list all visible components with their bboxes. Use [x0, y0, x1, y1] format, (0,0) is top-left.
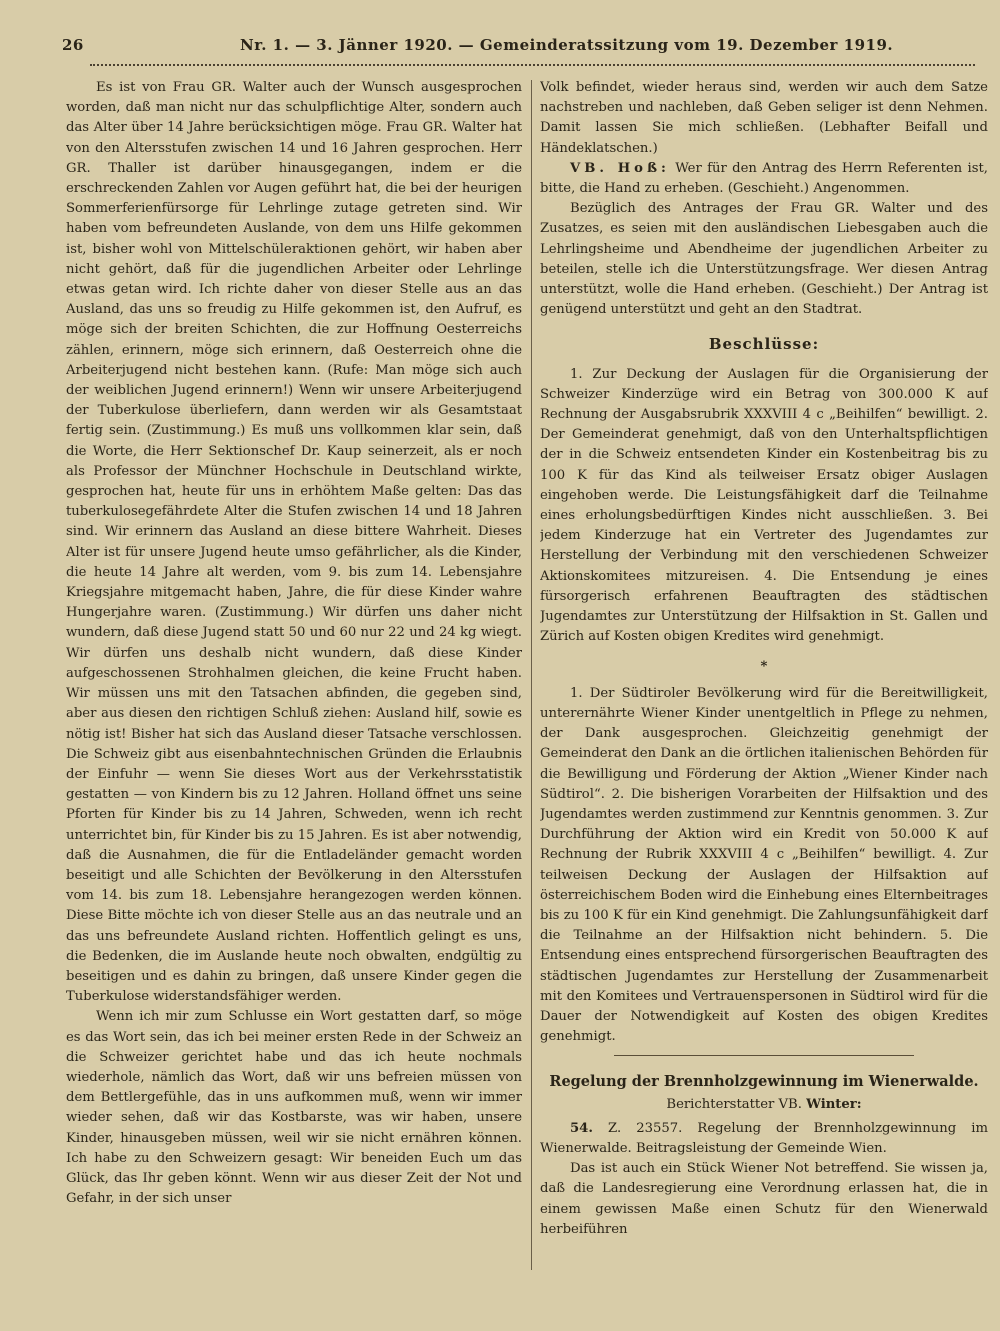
left-column [66, 78, 522, 1318]
section-heading: Regelung der Brennholzgewinnung im Wienerwalde. [549, 1073, 979, 1091]
section-rule [614, 1055, 914, 1056]
final-paragraph: Das ist auch ein Stück Wiener Not betreffend. Sie wissen ja, daß die Landesregierung eine Verordnung erlassen hat, die in einem gewissen Maße einen Schutz für den Wienerwald herbeiführen [540, 1161, 988, 1237]
item-number: 54. [570, 1120, 593, 1136]
right-column [540, 78, 988, 1318]
vb-speaker: VB. Hoß: [570, 160, 670, 176]
page-number: 26 [62, 36, 84, 54]
item-text: Z. 23557. Regelung der Brennholzgewinnung im Wienerwalde. Beitragsleistung der Gemeinde Wien. [540, 1120, 988, 1156]
left-paragraph-2: Wenn ich mir zum Schlusse ein Wort gestatten darf, so möge es das Wort sein, das ich bei meiner ersten Rede in der Schweiz an die Schweizer gerichtet habe und das ich heute nochmals wiederhole, nämlich das Wort, daß wir uns befreien müssen von dem Bettlergefühle, das in uns aufkommen muß, wenn wir immer wieder sehen, daß wir das Kostbarste, was wir haben, unsere Kinder, hinausgeben müssen, weil wir sie nicht ernähren können. Ich habe zu den Schweizern gesagt: Wir beneiden Euch um das Glück, das Ihr geben könnt. Wenn wir aus dieser Zeit der Not und Gefahr, in der sich unser [66, 1009, 522, 1207]
vb-statement: Wer für den Antrag des Herrn Referenten ist, bitte, die Hand zu erheben. (Geschieht.) Angenommen. [540, 160, 988, 197]
decisions-heading: Beschlüsse: [708, 335, 820, 354]
separator-asterisk: * [760, 659, 768, 675]
column-divider [531, 80, 532, 1270]
vb-statement-paragraph [540, 159, 988, 199]
header-rule [90, 64, 975, 66]
reporter-line [540, 1095, 988, 1115]
item-paragraph [540, 1119, 988, 1159]
decisions-paragraph: 1. Zur Deckung der Auslagen für die Organisierung der Schweizer Kinderzüge wird ein Betrag von 300.000 K auf Rechnung der Ausgabsrubrik XXXVIII 4 c „Beihilfen“ bewilligt. 2. Der Gemeinderat genehmigt, daß von den Unterhaltspflichtigen der in die Schweiz entsendeten Kinder ein Kostenbeitrag bis zu 100 K für das Kind als teilweiser Ersatz obiger Auslagen eingehoben werde. Die Leistungsfähigkeit darf die Teilnahme eines erholungsbedürftigen Kindes nicht ausschließen. 3. Bei jedem Kinderzuge hat ein Vertreter des Jugendamtes zur Herstellung der Verbindung mit den verschiedenen Schweizer Aktionskomitees mitzureisen. 4. Die Entsendung je eines fürsorgerisch erfahrenen Beauftragten des städtischen Jugendamtes zur Unterstützung der Hilfsaktion in St. Gallen und Zürich auf Kosten obigen Kredites wird genehmigt. [540, 366, 988, 645]
second-paragraph: Bezüglich des Antrages der Frau GR. Walter und des Zusatzes, es seien mit den ausländischen Liebesgaben auch die Lehrlingsheime und Abendheime der jugendlichen Arbeiter zu beteilen, stelle ich die Unterstützungsfrage. Wer diesen Antrag unterstützt, wolle die Hand erheben. (Geschieht.) Der Antrag ist genügend unterstützt und geht an den Stadtrat. [540, 201, 988, 318]
south-tyrol-paragraph: 1. Der Südtiroler Bevölkerung wird für die Bereitwilligkeit, unterernährte Wiener Kinder unentgeltlich in Pflege zu nehmen, der Dank ausgesprochen. Gleichzeitig genehmigt der Gemeinderat den Dank an die örtlichen italienischen Behörden für die Bewilligung und Förderung der Aktion „Wiener Kinder nach Südtirol“. 2. Die bisherigen Vorarbeiten der Hilfsaktion und des Jugendamtes werden zustimmend zur Kenntnis genommen. 3. Zur Durchführung der Aktion wird ein Kredit von 50.000 K auf Rechnung der Rubrik XXXVIII 4 c „Beihilfen“ bewilligt. 4. Zur teilweisen Deckung der Auslagen der Hilfsaktion auf österreichischem Boden wird die Einhebung eines Elternbeitrages bis zu 100 K für ein Kind genehmigt. Die Zahlungsunfähigkeit darf die Teilnahme an der Hilfsaktion nicht behindern. 5. Die Entsendung eines entsprechend fürsorgerischen Beauftragten des städtischen Jugendamtes zur Herstellung der Zusammenarbeit mit den Komitees und Vertrauenspersonen in Südtirol wird für die Dauer der Notwendigkeit auf Kosten des obigen Kredites genehmigt. [540, 685, 988, 1045]
reporter-name: Winter: [806, 1096, 862, 1112]
reporter-label: Berichterstatter VB. [666, 1096, 802, 1112]
right-intro-paragraph: Volk befindet, wieder heraus sind, werden wir auch dem Satze nachstreben und nachleben, daß Geben seliger ist denn Nehmen. Damit lassen Sie mich schließen. (Lebhafter Beifall und Händeklatschen.) [540, 80, 988, 156]
left-paragraph-1: Es ist von Frau GR. Walter auch der Wunsch ausgesprochen worden, daß man nicht nur das schulpflichtige Alter, sondern auch das Alter über 14 Jahre berücksichtigen möge. Frau GR. Walter hat von den Altersstufen zwischen 14 und 16 Jahren gesprochen. Herr GR. Thaller ist darüber hinausgegangen, indem er die erschreckenden Zahlen vor Augen geführt hat, die bei der heurigen Sommerferienfürsorge für Lehrlinge zutage getreten sind. Wir haben vom befreundeten Auslande, von dem uns Hilfe gekommen ist, bisher wohl von Mittelschüleraktionen gehört, wir haben aber nicht gehört, daß für die jugendlichen Arbeiter oder Lehrlinge etwas getan wird. Ich richte daher von dieser Stelle aus an das Ausland, das uns so freudig zu Hilfe gekommen ist, den Aufruf, es möge sich der breiten Schichten, die zur Hoffnung Oesterreichs zählen, erinnern, möge sich erinnern, daß Oesterreich ohne die Arbeiterjugend nicht bestehen kann. (Rufe: Man möge sich auch der weiblichen Jugend erinnern!) Wenn wir unsere Arbeiterjugend der Tuberkulose überliefern, dann werden wir als Gesamtstaat fertig sein. (Zustimmung.) Es muß uns vollkommen klar sein, daß die Worte, die Herr Sektionschef Dr. Kaup seinerzeit, als er noch als Professor der Münchner Hochschule in Deutschland wirkte, gesprochen hat, heute für uns in erhöhtem Maße gelten: Das das tuberkulosegefährdete Alter die Stufen zwischen 14 und 18 Jahren sind. Wir erinnern das Ausland an diese bittere Wahrheit. Dieses Alter ist für unsere Jugend heute umso gefährlicher, als die Kinder, die heute 14 Jahre alt werden, vom 9. bis zum 14. Lebensjahre Kriegsjahre mitgemacht haben, Jahre, die für diese Kinder wahre Hungerjahre waren. (Zustimmung.) Wir dürfen uns daher nicht wundern, daß diese Jugend statt 50 und 60 nur 22 und 24 kg wiegt. Wir dürfen uns deshalb nicht wundern, daß diese Kinder aufgeschossenen Strohhalmen gleichen, die keine Frucht haben. Wir müssen uns mit den Tatsachen abfinden, die gegeben sind, aber aus diesen den richtigen Schluß ziehen: Ausland hilf, sowie es nötig ist! Bisher hat sich das Ausland dieser Tatsache verschlossen. Die Schweiz gibt aus eisenbahntechnischen Gründen die Erlaubnis der Einfuhr — wenn Sie dieses Wort aus der Verkehrsstatistik gestatten — von Kindern bis zu 12 Jahren. Holland öffnet uns seine Pforten für Kinder bis zu 14 Jahren, Schweden, wenn ich recht unterrichtet bin, für Kinder bis zu 15 Jahren. Es ist aber notwendig, daß die Ausnahmen, die für die Entladeländer gemacht worden beseitigt und alle Schichten der Bevölkerung in den Altersstufen vom 14. bis zum 18. Lebensjahre herangezogen werden können. Diese Bitte möchte ich von dieser Stelle aus an das neutrale und an das uns befreundete Ausland richten. Hoffentlich gelingt es uns, die Bedenken, die im Auslande heute noch obwalten, endgültig zu beseitigen und es dahin zu bringen, daß unsere Kinder gegen die Tuberkulose widerstandsfähiger werden. [66, 80, 522, 1005]
page-header [62, 34, 980, 58]
running-title: Nr. 1. — 3. Jänner 1920. — Gemeinderatssitzung vom 19. Dezember 1919. [240, 36, 894, 54]
